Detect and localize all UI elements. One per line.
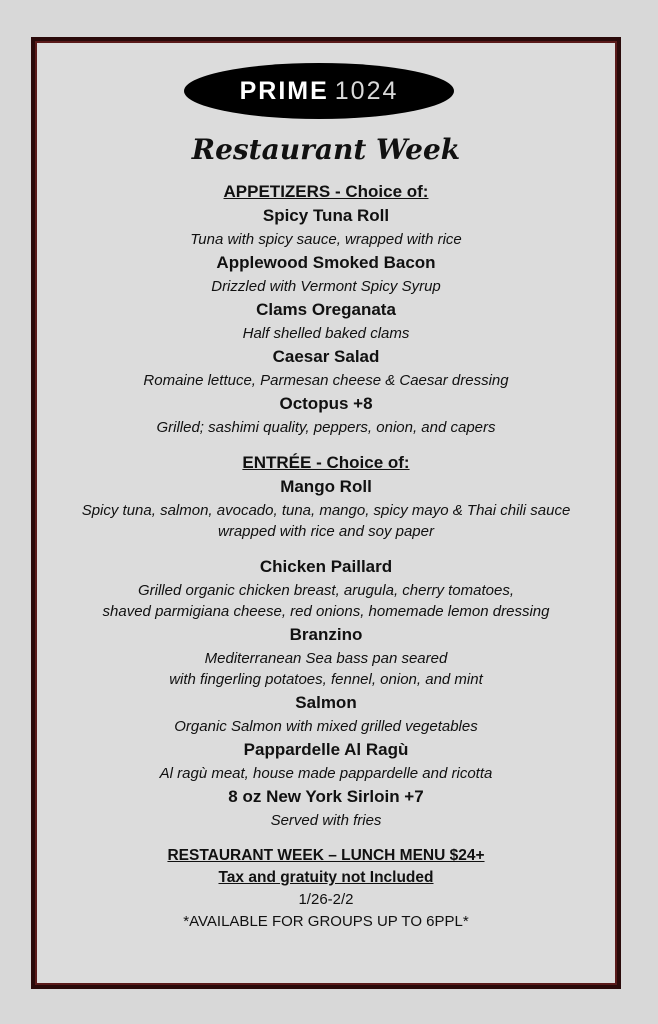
menu-item-name: 8 oz New York Sirloin +7 — [228, 787, 424, 806]
menu-item-desc: Half shelled baked clams — [242, 325, 410, 342]
menu-item-desc: Al ragù meat, house made pappardelle and ricotta — [159, 765, 493, 782]
menu-item-desc: with fingerling potatoes, fennel, onion, and mint — [169, 671, 483, 688]
menu-item-desc: shaved parmigiana cheese, red onions, homemade lemon dressing — [102, 603, 550, 620]
menu-item-name: Mango Roll — [280, 477, 372, 496]
group-note: *AVAILABLE FOR GROUPS UP TO 6PPL* — [183, 913, 469, 930]
menu-item-name: Octopus +8 — [279, 394, 373, 413]
menu-content — [35, 181, 617, 933]
menu-item-name: Applewood Smoked Bacon — [216, 253, 436, 272]
tax-note: Tax and gratuity not Included — [218, 869, 434, 886]
menu-item-name: Chicken Paillard — [259, 557, 393, 576]
menu-item-desc: Grilled; sashimi quality, peppers, onion, and capers — [156, 419, 496, 436]
menu-item-desc: Spicy tuna, salmon, avocado, tuna, mango, spicy mayo & Thai chili sauce — [81, 502, 571, 519]
menu-item-name: Clams Oreganata — [256, 300, 396, 319]
menu-item-desc: Mediterranean Sea bass pan seared — [204, 650, 448, 667]
menu-frame — [31, 37, 621, 989]
menu-item-desc: Grilled organic chicken breast, arugula, cherry tomatoes, — [137, 582, 514, 599]
menu-item-name: Caesar Salad — [272, 347, 380, 366]
logo-word: PRIME — [239, 77, 329, 105]
menu-item-desc: Tuna with spicy sauce, wrapped with rice — [190, 231, 462, 248]
menu-item-desc: Drizzled with Vermont Spicy Syrup — [211, 278, 441, 295]
menu-item-desc: Served with fries — [270, 812, 382, 829]
menu-item-name: Pappardelle Al Ragù — [243, 740, 409, 759]
menu-item-name: Branzino — [289, 625, 363, 644]
logo-number: 1024 — [334, 77, 399, 105]
appetizers-heading: APPETIZERS - Choice of: — [223, 182, 429, 201]
restaurant-logo — [184, 63, 454, 119]
menu-item-name: Spicy Tuna Roll — [262, 206, 390, 225]
menu-item-desc: wrapped with rice and soy paper — [218, 523, 434, 540]
menu-item-name: Salmon — [295, 693, 357, 712]
dates-line: 1/26-2/2 — [298, 891, 354, 908]
entree-heading: ENTRÉE - Choice of: — [242, 453, 410, 472]
lunch-price-line: RESTAURANT WEEK – LUNCH MENU $24+ — [167, 847, 485, 864]
menu-title: Restaurant Week — [191, 133, 461, 166]
menu-item-desc: Romaine lettuce, Parmesan cheese & Caesar dressing — [143, 372, 509, 389]
menu-item-desc: Organic Salmon with mixed grilled vegetables — [174, 718, 478, 735]
